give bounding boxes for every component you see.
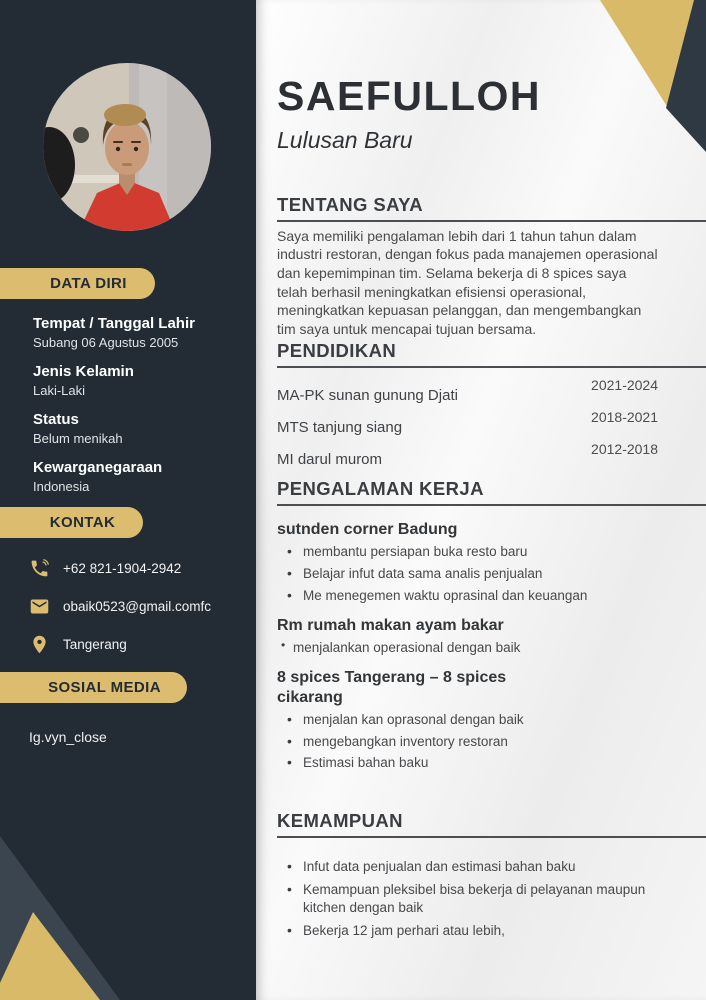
field-nationality	[33, 459, 242, 494]
skill-bullet: • Infut data penjualan dan estimasi bahan baku	[277, 858, 677, 876]
experience-heading: PENGALAMAN KERJA	[277, 478, 706, 506]
education-rows	[277, 374, 706, 468]
skills-bullets	[277, 858, 706, 939]
field-birth	[33, 315, 242, 350]
section-experience	[277, 478, 706, 772]
field-value: Belum menikah	[33, 431, 123, 446]
job-bullet: • menjalan kan oprasonal dengan baik	[277, 711, 669, 729]
sosial-media-title: SOSIAL MEDIA	[48, 679, 161, 696]
field-value: Laki-Laki	[33, 383, 86, 398]
field-label: Tempat / Tanggal Lahir	[33, 315, 195, 332]
contact-location	[29, 634, 246, 655]
kontak-title: KONTAK	[49, 514, 116, 531]
job-title: 8 spices Tangerang – 8 spices cikarang	[277, 668, 507, 706]
job-entry	[277, 520, 706, 604]
section-pill-data-diri	[0, 268, 155, 299]
job-title: Rm rumah makan ayam bakar	[277, 616, 504, 634]
job-bullet: • Belajar infut data sama analis penjualan	[277, 565, 669, 583]
school-name: MTS tanjung siang	[277, 419, 403, 437]
school-name: MA-PK sunan gunung Djati	[277, 387, 458, 405]
location-value: Tangerang	[63, 637, 127, 652]
skill-bullet: • Bekerja 12 jam perhari atau lebih,	[277, 922, 677, 940]
field-gender	[33, 363, 242, 398]
field-value: Subang 06 Agustus 2005	[33, 335, 179, 350]
section-pill-sosial-media	[0, 672, 187, 703]
job-bullets	[277, 711, 706, 772]
section-education	[277, 340, 706, 468]
job-bullets	[277, 543, 706, 604]
skills-heading: KEMAMPUAN	[277, 810, 706, 838]
phone-icon	[29, 558, 50, 579]
job-bullet: • Me menegemen waktu oprasinal dan keuangan	[277, 587, 669, 605]
section-skills	[277, 810, 706, 939]
field-label: Kewarganegaraan	[33, 459, 163, 476]
job-bullet: • menjalankan operasional dengan baik	[277, 639, 669, 657]
field-label: Jenis Kelamin	[33, 363, 134, 380]
email-value: obaik0523@gmail.comfc	[63, 599, 212, 614]
section-about	[277, 194, 706, 339]
mail-icon	[29, 596, 50, 617]
section-pill-kontak	[0, 507, 143, 538]
contact-phone	[29, 558, 246, 579]
education-row	[277, 406, 706, 436]
sidebar	[0, 0, 256, 1000]
education-row	[277, 438, 706, 468]
about-body: Saya memiliki pengalaman lebih dari 1 tahun tahun dalam industri restoran, dengan fokus pada manajemen operasional dan kepemimpinan tim. Selama bekerja di 8 spices saya telah berhasil meningkatkan efisiensi operasional, meningkatkan kepuasan pelanggan, dan mengembangkan tim saya untuk mencapai tujuan bersama.	[277, 227, 658, 337]
contact-email	[29, 596, 246, 617]
field-value: Indonesia	[33, 479, 90, 494]
job-bullet: • mengebangkan inventory restoran	[277, 733, 669, 751]
job-bullet: • membantu persiapan buka resto baru	[277, 543, 669, 561]
skill-bullet: • Kemampuan pleksibel bisa bekerja di pelayanan maupun kitchen dengan baik	[277, 881, 677, 917]
location-icon	[29, 634, 50, 655]
school-period: 2018-2021	[591, 409, 658, 426]
education-row	[277, 374, 706, 404]
school-name: MI darul murom	[277, 451, 383, 469]
job-title: sutnden corner Badung	[277, 521, 458, 539]
job-entry	[277, 616, 706, 657]
contact-list	[0, 538, 256, 655]
school-period: 2012-2018	[591, 441, 658, 458]
data-diri-title: DATA DIRI	[50, 275, 127, 292]
profile-photo	[43, 63, 211, 231]
job-bullets	[277, 639, 706, 657]
about-heading: TENTANG SAYA	[277, 194, 706, 222]
instagram-handle: Ig.vyn_close	[29, 729, 107, 745]
profile-photo-illustration	[43, 63, 211, 231]
phone-value: +62 821-1904-2942	[63, 561, 182, 576]
job-entry	[277, 668, 706, 772]
field-status	[33, 411, 242, 446]
job-bullet: • Estimasi bahan baku	[277, 754, 669, 772]
education-heading: PENDIDIKAN	[277, 340, 706, 368]
main-column	[256, 0, 706, 1000]
field-label: Status	[33, 411, 79, 428]
personal-fields	[0, 299, 256, 494]
school-period: 2021-2024	[591, 377, 658, 394]
candidate-subtitle: Lulusan Baru	[277, 126, 413, 153]
candidate-name: SAEFULLOH	[277, 73, 542, 119]
